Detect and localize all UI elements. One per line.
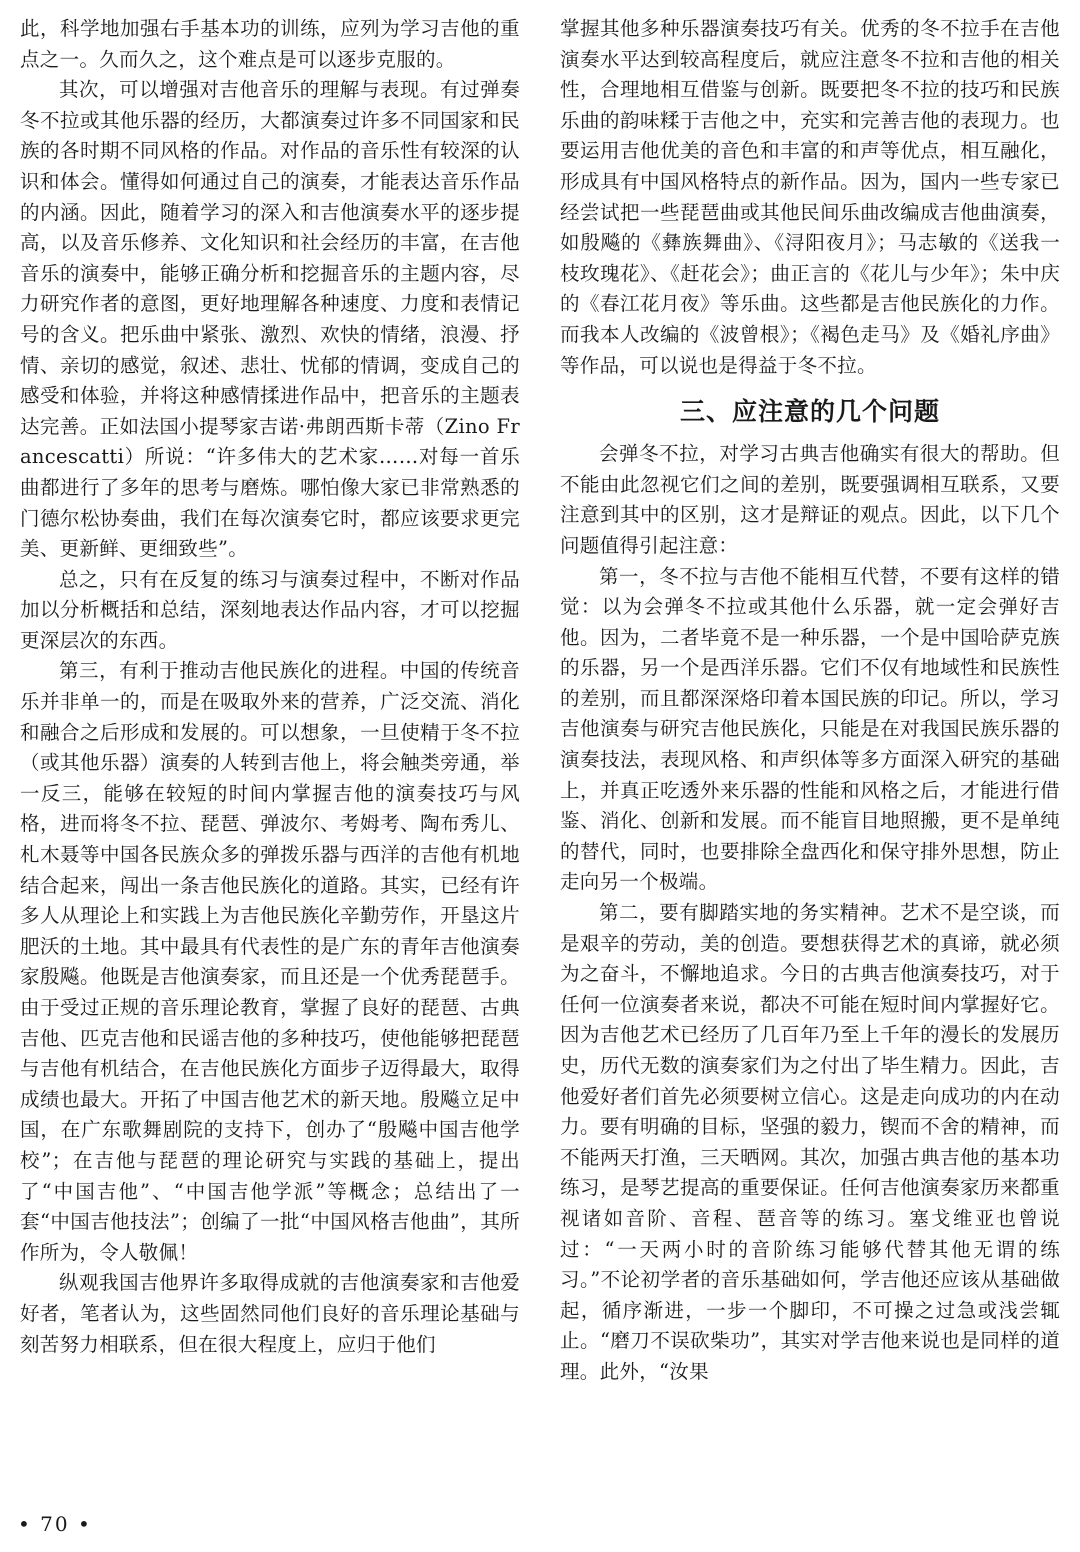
paragraph: 第二，要有脚踏实地的务实精神。艺术不是空谈，而是艰辛的劳动，美的创造。要想获得艺术的真谛，就必须为之奋斗，不懈地追求。今日的古典吉他演奏技巧，对于任何一位演奏者来说，都决不可能在短时间内掌握好它。因为吉他艺术已经历了几百年乃至上千年的漫长的发展历史，历代无数的演奏家们为之付出了毕生精力。因此，吉他爱好者们首先必须要树立信心。这是走向成功的内在动力。要有明确的目标，坚强的毅力，锲而不舍的精神，而不能两天打渔，三天晒网。其次，加强古典吉他的基本功练习，是琴艺提高的重要保证。任何吉他演奏家历来都重视诸如音阶、音程、琶音等的练习。塞戈维亚也曾说过：“一天两小时的音阶练习能够代替其他无谓的练习。”不论初学者的音乐基础如何，学吉他还应该从基础做起，循序渐进，一步一个脚印，不可操之过急或浅尝辄止。“磨刀不误砍柴功”，其实对学吉他来说也是同样的道理。此外，“汝果 bbox=[560, 901, 1060, 1383]
section-heading: 三、应注意的几个问题 bbox=[679, 397, 940, 427]
right-column bbox=[560, 14, 1060, 1388]
paragraph: 其次，可以增强对吉他音乐的理解与表现。有过弹奏冬不拉或其他乐器的经历，大都演奏过许多不同国家和民族的各时期不同风格的作品。对作品的音乐性有较深的认识和体会。懂得如何通过自己的演奏，才能表达音乐作品的内涵。因此，随着学习的深入和吉他演奏水平的逐步提高，以及音乐修养、文化知识和社会经历的丰富，在吉他音乐的演奏中，能够正确分析和挖掘音乐的主题内容，尽力研究作者的意图，更好地理解各种速度、力度和表情记号的含义。把乐曲中紧张、激烈、欢快的情绪，浪漫、抒情、亲切的感觉，叙述、悲壮、忧郁的情调，变成自己的感受和体验，并将这种感情揉进作品中，把音乐的主题表达完善。正如法国小提琴家吉诺·弗朗西斯卡蒂（Zino Francescatti）所说：“许多伟大的艺术家……对每一首乐曲都进行了多年的思考与磨炼。哪怕像大家已非常熟悉的门德尔松协奏曲，我们在每次演奏它时，都应该要求更完美、更新鲜、更细致些”。 bbox=[20, 78, 520, 561]
page-number: • 70 • bbox=[18, 1512, 92, 1536]
paragraph: 纵观我国吉他界许多取得成就的吉他演奏家和吉他爱好者，笔者认为，这些固然同他们良好的音乐理论基础与刻苦努力相联系，但在很大程度上，应归于他们 bbox=[20, 1271, 520, 1356]
paragraph: 此，科学地加强右手基本功的训练，应列为学习吉他的重点之一。久而久之，这个难点是可以逐步克服的。 bbox=[20, 17, 520, 71]
paragraph: 会弹冬不拉，对学习古典吉他确实有很大的帮助。但不能由此忽视它们之间的差别，既要强调相互联系，又要注意到其中的区别，这才是辩证的观点。因此，以下几个问题值得引起注意： bbox=[560, 442, 1060, 557]
paragraph: 第一，冬不拉与吉他不能相互代替，不要有这样的错觉：以为会弹冬不拉或其他什么乐器，就一定会弹好吉他。因为，二者毕竟不是一种乐器，一个是中国哈萨克族的乐器，另一个是西洋乐器。它们不仅有地域性和民族性的差别，而且都深深烙印着本国民族的印记。所以，学习吉他演奏与研究吉他民族化，只能是在对我国民族乐器的演奏技法，表现风格、和声织体等多方面深入研究的基础上，并真正吃透外来乐器的性能和风格之后，才能进行借鉴、消化、创新和发展。而不能盲目地照搬，更不是单纯的替代，同时，也要排除全盘西化和保守排外思想，防止走向另一个极端。 bbox=[560, 564, 1060, 894]
paragraph: 总之，只有在反复的练习与演奏过程中，不断对作品加以分析概括和总结，深刻地表达作品内容，才可以挖掘更深层次的东西。 bbox=[20, 567, 520, 652]
paragraph: 掌握其他多种乐器演奏技巧有关。优秀的冬不拉手在吉他演奏水平达到较高程度后，就应注意冬不拉和吉他的相关性，合理地相互借鉴与创新。既要把冬不拉的技巧和民族乐曲的韵味糅于吉他之中，充实和完善吉他的表现力。也要运用吉他优美的音色和丰富的和声等优点，相互融化，形成具有中国风格特点的新作品。因为，国内一些专家已经尝试把一些琵琶曲或其他民间乐曲改编成吉他曲演奏，如殷飚的《彝族舞曲》、《浔阳夜月》；马志敏的《送我一枝玫瑰花》、《赶花会》；曲正言的《花儿与少年》；朱中庆的《春江花月夜》等乐曲。这些都是吉他民族化的力作。而我本人改编的《波曾根》；《褐色走马》及《婚礼序曲》等作品，可以说也是得益于冬不拉。 bbox=[560, 17, 1060, 377]
paragraph: 第三，有利于推动吉他民族化的进程。中国的传统音乐并非单一的，而是在吸取外来的营养，广泛交流、消化和融合之后形成和发展的。可以想象，一旦使精于冬不拉（或其他乐器）演奏的人转到吉他上，将会触类旁通，举一反三，能够在较短的时间内掌握吉他的演奏技巧与风格，进而将冬不拉、琵琶、弹波尔、考姆考、陶布秀儿、札木聂等中国各民族众多的弹拨乐器与西洋的吉他有机地结合起来，闯出一条吉他民族化的道路。其实，已经有许多人从理论上和实践上为吉他民族化辛勤劳作，开垦这片肥沃的土地。其中最具有代表性的是广东的青年吉他演奏家殷飚。他既是吉他演奏家，而且还是一个优秀琵琶手。由于受过正规的音乐理论教育，掌握了良好的琵琶、古典吉他、匹克吉他和民谣吉他的多种技巧，使他能够把琵琶与吉他有机结合，在吉他民族化方面步子迈得最大，取得成绩也最大。开拓了中国吉他艺术的新天地。殷飚立足中国，在广东歌舞剧院的支持下，创办了“殷飚中国吉他学校”；在吉他与琵琶的理论研究与实践的基础上，提出了“中国吉他”、“中国吉他学派”等概念；总结出了一套“中国吉他技法”；创编了一批“中国风格吉他曲”，其所作所为，令人敬佩！ bbox=[20, 659, 520, 1264]
left-column bbox=[20, 14, 520, 1360]
